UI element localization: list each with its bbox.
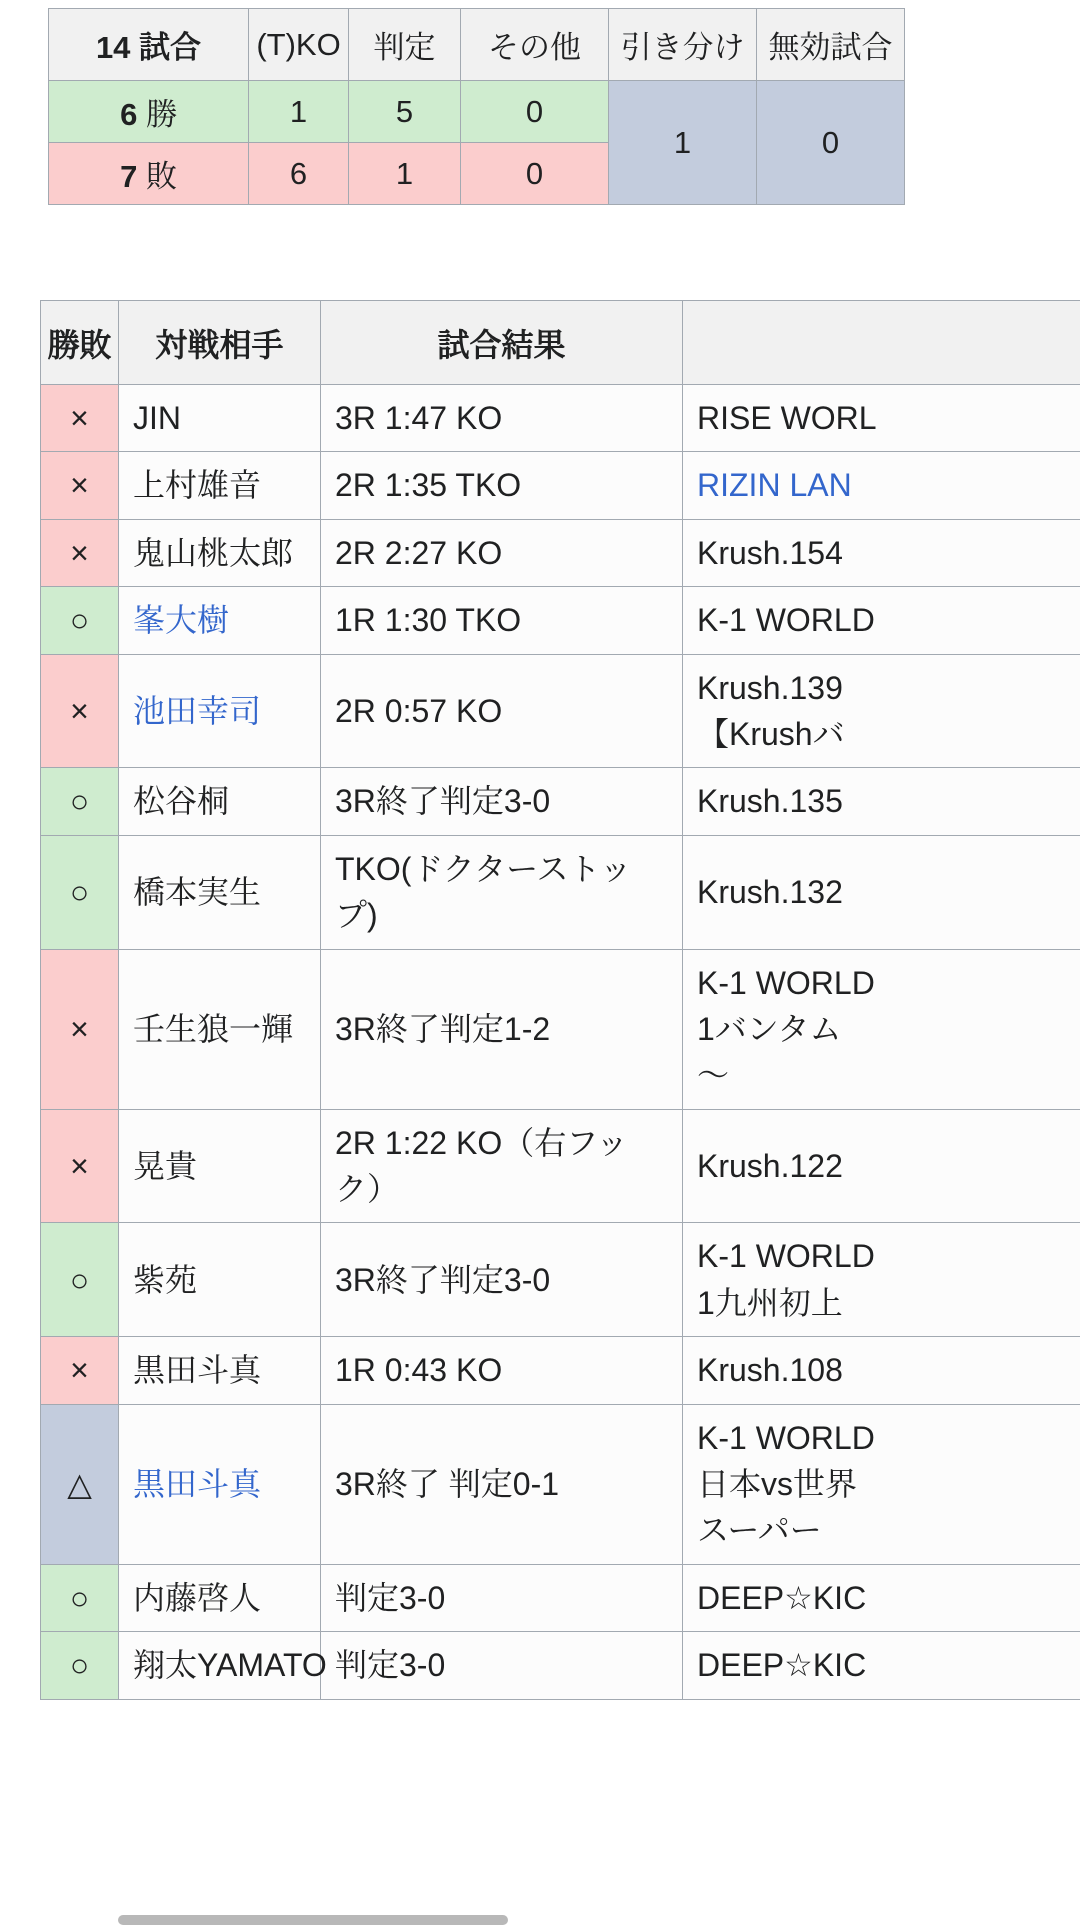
table-row (41, 1337, 1080, 1404)
event-name: Krush.139 (697, 669, 843, 706)
event-name: Krush.122 (697, 1147, 843, 1184)
opponent-cell: JIN (119, 385, 321, 452)
record-row-wins (49, 81, 905, 143)
table-row (41, 654, 1080, 768)
event-name: Krush.135 (697, 783, 843, 820)
fight-result-cell: ○ (41, 1223, 119, 1337)
fight-table-body (41, 385, 1080, 1700)
opponent-cell[interactable] (119, 654, 321, 768)
record-wins-other: 0 (461, 81, 609, 143)
opponent-cell: 鬼山桃太郎 (119, 519, 321, 586)
table-row (41, 1223, 1080, 1337)
table-row (41, 587, 1080, 654)
table-row (41, 385, 1080, 452)
fight-result-cell: × (41, 452, 119, 519)
fight-history-table-wrapper[interactable] (40, 300, 1080, 1700)
opponent-cell[interactable] (119, 1404, 321, 1564)
table-row (41, 768, 1080, 835)
outcome-cell: 1R 1:30 TKO (321, 587, 683, 654)
event-name: 1九州初上 (697, 1284, 843, 1321)
fight-header-opponent: 対戦相手 (119, 301, 321, 385)
event-name: スーパー (697, 1512, 822, 1549)
outcome-cell: 3R 1:47 KO (321, 385, 683, 452)
event-cell (683, 1632, 1080, 1699)
opponent-cell: 橋本実生 (119, 835, 321, 949)
table-row (41, 519, 1080, 586)
event-cell (683, 519, 1080, 586)
record-total-count: 14 (95, 30, 131, 65)
event-cell (683, 385, 1080, 452)
event-cell (683, 1337, 1080, 1404)
opponent-cell: 紫苑 (119, 1223, 321, 1337)
fight-history-table (40, 300, 1080, 1700)
event-cell (683, 835, 1080, 949)
fight-result-cell: ○ (41, 768, 119, 835)
fight-result-cell: ○ (41, 835, 119, 949)
opponent-cell[interactable] (119, 587, 321, 654)
event-cell (683, 949, 1080, 1109)
record-summary (48, 8, 1076, 205)
event-cell[interactable] (683, 452, 1080, 519)
opponent-cell: 内藤啓人 (119, 1564, 321, 1631)
record-losses-text: 敗 (145, 159, 177, 194)
record-losses-count: 7 (120, 159, 138, 194)
outcome-cell: 判定3-0 (321, 1564, 683, 1631)
record-header-tko: (T)KO (249, 9, 349, 81)
event-cell (683, 1109, 1080, 1223)
record-header-nocontest: 無効試合 (757, 9, 905, 81)
table-row (41, 1632, 1080, 1699)
event-cell (683, 654, 1080, 768)
record-losses-label (49, 143, 249, 205)
outcome-cell: 2R 1:35 TKO (321, 452, 683, 519)
record-header-draw: 引き分け (609, 9, 757, 81)
opponent-cell: 翔太YAMATO (119, 1632, 321, 1699)
event-cell (683, 768, 1080, 835)
table-row (41, 1109, 1080, 1223)
event-cell (683, 1223, 1080, 1337)
fight-result-cell: × (41, 654, 119, 768)
outcome-cell: 2R 1:22 KO（右フック） (321, 1109, 683, 1223)
event-name: 日本vs世界 (697, 1466, 858, 1503)
event-name: K-1 WORLD (697, 602, 875, 639)
record-total-label: 試合 (139, 30, 202, 65)
event-cell (683, 587, 1080, 654)
record-draws-value: 1 (609, 81, 757, 205)
record-losses-other: 0 (461, 143, 609, 205)
record-nocontest-value: 0 (757, 81, 905, 205)
opponent-link[interactable]: 峯大樹 (133, 602, 230, 639)
outcome-cell: 3R終了判定3-0 (321, 768, 683, 835)
fight-result-cell: × (41, 1109, 119, 1223)
opponent-link[interactable]: 黒田斗真 (133, 1466, 262, 1503)
record-wins-decision: 5 (349, 81, 461, 143)
record-total-header (49, 9, 249, 81)
outcome-cell: 3R終了 判定0-1 (321, 1404, 683, 1564)
outcome-cell: 1R 0:43 KO (321, 1337, 683, 1404)
opponent-cell: 松谷桐 (119, 768, 321, 835)
opponent-cell: 黒田斗真 (119, 1337, 321, 1404)
table-row (41, 835, 1080, 949)
outcome-cell: 2R 0:57 KO (321, 654, 683, 768)
event-name: K-1 WORLD (697, 1238, 875, 1275)
record-wins-label (49, 81, 249, 143)
table-row (41, 949, 1080, 1109)
record-header-row (49, 9, 905, 81)
fight-header-event (683, 301, 1080, 385)
table-row (41, 1564, 1080, 1631)
record-losses-decision: 1 (349, 143, 461, 205)
fight-result-cell: × (41, 1337, 119, 1404)
event-name: Krush.154 (697, 534, 843, 571)
outcome-cell: TKO(ドクターストップ) (321, 835, 683, 949)
event-name: RISE WORL (697, 400, 877, 436)
event-name: DEEP☆KIC (697, 1579, 867, 1616)
event-link[interactable]: RIZIN LAN (697, 467, 852, 504)
outcome-cell: 3R終了判定1-2 (321, 949, 683, 1109)
table-row (41, 1404, 1080, 1564)
fight-result-cell: ○ (41, 587, 119, 654)
record-table (48, 8, 905, 205)
event-name: Krush.132 (697, 873, 843, 910)
fight-result-cell: × (41, 949, 119, 1109)
event-cell (683, 1404, 1080, 1564)
fight-header-result: 勝敗 (41, 301, 119, 385)
outcome-cell: 判定3-0 (321, 1632, 683, 1699)
table-row (41, 452, 1080, 519)
opponent-link[interactable]: 池田幸司 (133, 692, 262, 729)
fight-result-cell: △ (41, 1404, 119, 1564)
fight-result-cell: × (41, 519, 119, 586)
event-name: DEEP☆KIC (697, 1647, 867, 1684)
record-wins-tko: 1 (249, 81, 349, 143)
event-name: Krush.108 (697, 1352, 843, 1389)
horizontal-scrollbar[interactable] (40, 1915, 1040, 1925)
record-header-decision: 判定 (349, 9, 461, 81)
opponent-cell: 晃貴 (119, 1109, 321, 1223)
record-header-other: その他 (461, 9, 609, 81)
fight-table-header-row (41, 301, 1080, 385)
fight-result-cell: × (41, 385, 119, 452)
event-name: 〜 (697, 1057, 730, 1094)
event-name: 【Krushバ (697, 715, 845, 752)
scrollbar-thumb[interactable] (118, 1915, 508, 1925)
event-name: 1バンタム (697, 1010, 842, 1047)
fight-result-cell: ○ (41, 1632, 119, 1699)
outcome-cell: 3R終了判定3-0 (321, 1223, 683, 1337)
event-name: K-1 WORLD (697, 1419, 875, 1456)
record-losses-tko: 6 (249, 143, 349, 205)
event-cell (683, 1564, 1080, 1631)
outcome-cell: 2R 2:27 KO (321, 519, 683, 586)
event-name: K-1 WORLD (697, 964, 875, 1001)
record-wins-count: 6 (120, 97, 138, 132)
opponent-cell: 壬生狼一輝 (119, 949, 321, 1109)
fight-result-cell: ○ (41, 1564, 119, 1631)
record-wins-text: 勝 (145, 97, 177, 132)
fight-header-outcome: 試合結果 (321, 301, 683, 385)
opponent-cell: 上村雄音 (119, 452, 321, 519)
